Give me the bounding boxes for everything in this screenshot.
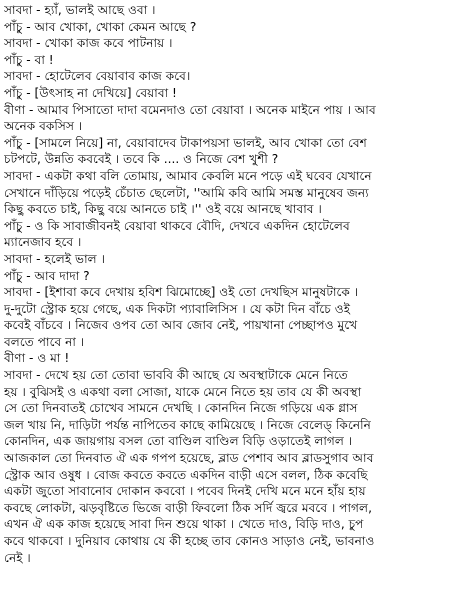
text-line: পাঁচু - [উৎসাহ না দেখিয়ে] বেয়াবা !	[4, 85, 177, 100]
text-line	[4, 566, 453, 583]
text-line: জল খায় নি, দাড়িটা পর্যন্ত নাপিতেব কাছে কামিয়েছে । নিজে বেলেড্ কিনেনি	[4, 417, 371, 432]
text-line: সাবদা - খোকা কাজ কবে পাটনায় ।	[4, 36, 173, 51]
text-line: পাঁচু - বা !	[4, 52, 54, 67]
text-line: অনেক বকসিস ।	[4, 119, 83, 134]
text-line: সাবদা - হলেই ভাল ।	[4, 251, 105, 266]
text-line: হয় । বুঝিসই ও একথা বলা সোজা, যাকে মেনে নিতে হয় তাব যে কী অবস্থা	[4, 384, 362, 399]
text-line: পাঁচু - ও কি সাবাজীবনই বেয়াবা থাকবে বৌদি, দেখবে একদিন হোটেলেব	[4, 218, 350, 233]
text-line: বলতে পাবে না ।	[4, 334, 85, 349]
text-line: এখন ঐ এক কাজ হয়েছে সাবা দিন শুয়ে থাকা । খেতে দাও, বিড়ি দাও, চুপ	[4, 517, 364, 532]
text-line: পাঁচু - আব দাদা ?	[4, 268, 90, 283]
text-line: কোনদিন, এক জায়গায় বসল তো বাণ্ডিল বাণ্ডিল বিড়ি ওড়াতেই লাগল ।	[4, 434, 353, 449]
text-line: চটপটে, উন্নতি কববেই । তবে কি .... ও নিজে বেশ খুশী ?	[4, 152, 279, 167]
text-line: সাবদা - হ্যাঁ, ভালই আছে ওবা ।	[4, 3, 156, 17]
text-line: কবেই বাঁচবে । নিজেব ওপব তো আব জোব নেই, পায়খানা পেচ্ছাপও মুখে	[4, 318, 358, 333]
text-line: সাবদা - দেখে হয় তো তোবা ভাববি কী আছে যে অবস্থাটাকে মেনে নিতে	[4, 368, 348, 383]
text-line: বীণা - আমাব পিসাতো দাদা বমেনদাও তো বেয়াবা । অনেক মাইনে পায় । আব	[4, 102, 376, 117]
text-line: বীণা - ও মা !	[4, 351, 70, 366]
text-line: ম্যানেজাব হবে ।	[4, 235, 82, 250]
text-line: সাবদা - হোটেলেব বেয়াবাব কাজ কবে।	[4, 69, 191, 84]
text-line: সাবদা - একটা কথা বলি তোমায়, আমাব কেবলি মনে পড়ে এই ঘবেব যেখানে	[4, 168, 372, 183]
text-line: একটা জুতো সাবানোব দোকান কববো । পবেব দিনই দেখি মনে মনে হাঁয় হায়	[4, 484, 366, 499]
text-line: সাবদা - [ইশাবা কবে দেখায় হবিশ ঝিমোচ্ছে] ওই তো দেখছিস মানুষটাকে ।	[4, 285, 359, 300]
text-line: কবছে লোকটা, ঝড়বৃষ্টিতে ভিজে বাড়ী ফিবলো ঠিক সর্দি জ্বরে মববে । পাগল,	[4, 500, 372, 515]
text-line: সেখানে দাঁড়িয়ে পড়েই চেঁচাত ছেলেটা, ''আমি কবি আমি সমস্ত মানুষেব জন্য	[4, 185, 369, 200]
text-line: পাঁচু - [সামলে নিয়ে] না, বেয়াবাদেব টাকাপয়সা ভালই, আব খোকা তো বেশ	[4, 135, 367, 150]
text-line: পাঁচু - আব খোকা, খোকা কেমন আছে ?	[4, 19, 197, 34]
text-line: স্ট্রোক আব ওষুধ । বোজ কবতে কবতে একদিন বাড়ী এসে বলল, ঠিক কবেছি	[4, 467, 368, 482]
text-line: নেই ।	[4, 550, 31, 565]
text-line: কিছু কবতে চাই, কিছু বয়ে আনতে চাই ।'' ওই বয়ে আনছে খাবাব ।	[4, 202, 322, 217]
text-line: দু-দুটো স্ট্রোক হয়ে গেছে, এক দিকটা প্যাবালিসিস । যে কটা দিন বাঁচে ওই	[4, 301, 351, 316]
text-line: সে তো দিনবাতই চোখেব সামনে দেখছি । কোনদিন নিজে গড়িয়ে এক গ্লাস	[4, 401, 358, 416]
text-line: কবে থাকবো । দুনিয়াব কোথায় যে কী হচ্ছে তাব কোনও সাড়াও নেই, ভাবনাও	[4, 534, 375, 548]
text-line: আজকাল তো দিনবাত ঐ এক গপপ হয়েছে, ব্লাড পেশাব আব ব্লাডসুগাব আব	[4, 451, 374, 466]
